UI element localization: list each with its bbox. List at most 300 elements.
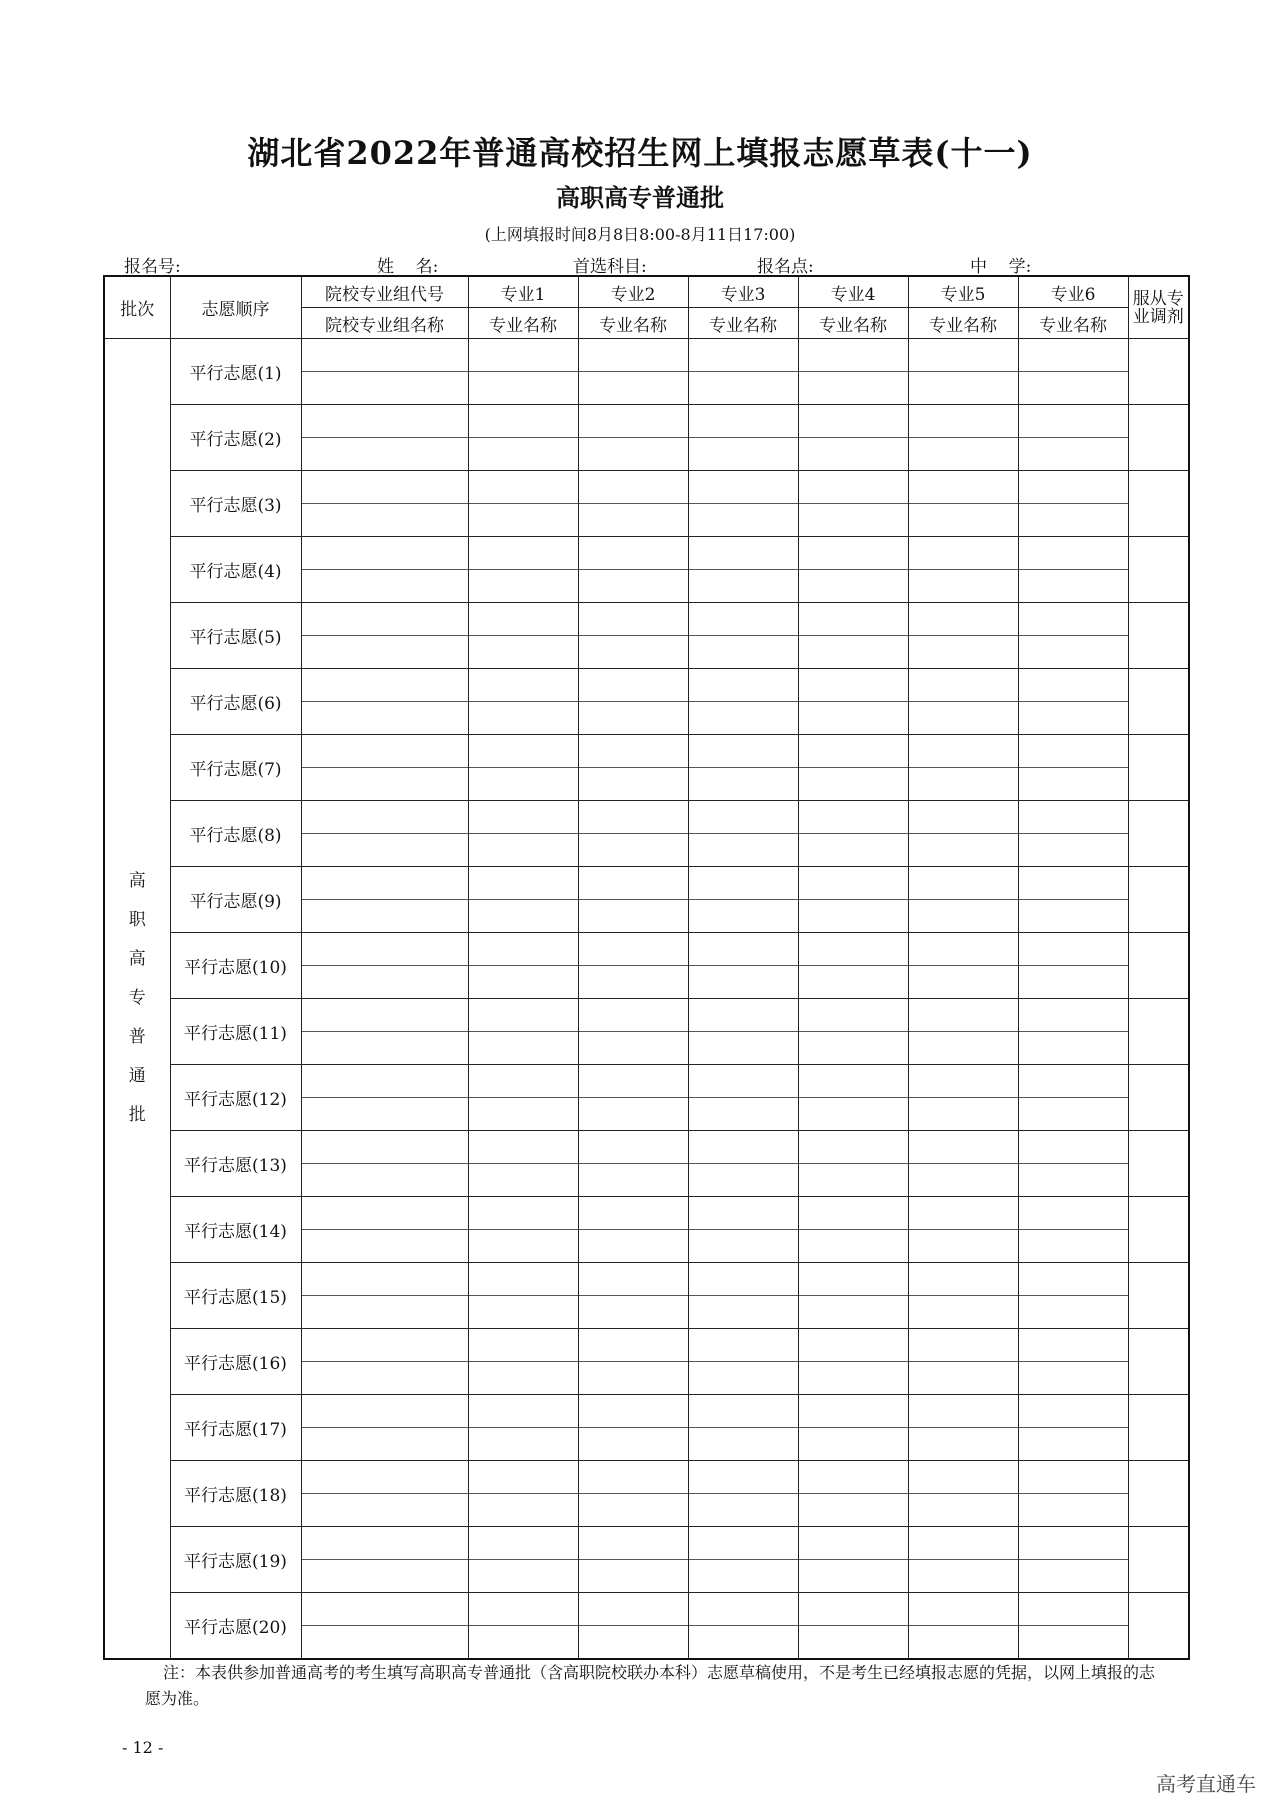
adjust-checkbox-cell[interactable]	[1128, 1329, 1189, 1395]
major-entry-cell[interactable]	[468, 471, 578, 537]
header-major-2: 专业2	[578, 276, 688, 308]
batch-name-char: 专	[128, 988, 146, 1008]
adjust-checkbox-cell[interactable]	[1128, 867, 1189, 933]
major-entry-cell[interactable]	[1018, 537, 1128, 603]
entry-divider	[469, 471, 578, 536]
entry-divider	[579, 1593, 688, 1658]
entry-divider	[689, 1395, 798, 1460]
table-row	[104, 471, 1189, 537]
entry-divider	[909, 735, 1018, 800]
header-major-5: 专业5	[908, 276, 1018, 308]
page-number: - 12 -	[122, 1738, 164, 1757]
table-row	[104, 1329, 1189, 1395]
entry-divider	[302, 1263, 468, 1328]
entry-divider	[689, 1131, 798, 1196]
major-entry-cell[interactable]	[468, 999, 578, 1065]
major-entry-cell[interactable]	[468, 1197, 578, 1263]
major-entry-cell[interactable]	[908, 1395, 1018, 1461]
major-entry-cell[interactable]	[1018, 603, 1128, 669]
major-entry-cell[interactable]	[1018, 867, 1128, 933]
batch-name-char: 批	[128, 1105, 146, 1125]
entry-divider	[579, 339, 688, 404]
major-entry-cell[interactable]	[578, 471, 688, 537]
group-entry-cell[interactable]	[301, 801, 468, 867]
entry-divider	[909, 1461, 1018, 1526]
major-entry-cell[interactable]	[578, 1263, 688, 1329]
entry-divider	[1019, 1593, 1128, 1658]
batch-subtitle: 高职高专普通批	[556, 183, 724, 212]
adjust-checkbox-cell[interactable]	[1128, 735, 1189, 801]
entry-divider	[1019, 537, 1128, 602]
major-entry-cell[interactable]	[578, 537, 688, 603]
entry-divider	[799, 603, 908, 668]
sequence-label: 平行志愿(2)	[170, 405, 301, 471]
entry-divider	[689, 1065, 798, 1130]
entry-divider	[909, 603, 1018, 668]
major-entry-cell[interactable]	[468, 933, 578, 999]
entry-divider	[799, 1263, 908, 1328]
major-entry-cell[interactable]	[798, 603, 908, 669]
adjust-checkbox-cell[interactable]	[1128, 1131, 1189, 1197]
major-entry-cell[interactable]	[798, 1263, 908, 1329]
header-major-3: 专业3	[688, 276, 798, 308]
adjust-checkbox-cell[interactable]	[1128, 801, 1189, 867]
footnote: 注：本表供参加普通高考的考生填写高职高专普通批（含高职院校联办本科）志愿草稿使用，不是考生已经填报志愿的凭据，以网上填报的志愿为准。	[145, 1663, 1156, 1708]
entry-divider	[579, 603, 688, 668]
group-entry-cell[interactable]	[301, 669, 468, 735]
major-entry-cell[interactable]	[908, 405, 1018, 471]
entry-divider	[909, 669, 1018, 734]
adjust-checkbox-cell[interactable]	[1128, 537, 1189, 603]
entry-divider	[579, 1197, 688, 1262]
sequence-label: 平行志愿(14)	[170, 1197, 301, 1263]
entry-divider	[689, 537, 798, 602]
major-entry-cell[interactable]	[798, 1593, 908, 1660]
entry-divider	[909, 1593, 1018, 1658]
entry-divider	[799, 1065, 908, 1130]
adjust-checkbox-cell[interactable]	[1128, 603, 1189, 669]
entry-divider	[469, 933, 578, 998]
major-entry-cell[interactable]	[578, 1197, 688, 1263]
major-entry-cell[interactable]	[798, 735, 908, 801]
entry-divider	[1019, 471, 1128, 536]
table-row	[104, 1527, 1189, 1593]
adjust-checkbox-cell[interactable]	[1128, 933, 1189, 999]
entry-divider	[1019, 1263, 1128, 1328]
table-row	[104, 1461, 1189, 1527]
sequence-label: 平行志愿(12)	[170, 1065, 301, 1131]
adjust-checkbox-cell[interactable]	[1128, 471, 1189, 537]
entry-divider	[579, 1263, 688, 1328]
major-entry-cell[interactable]	[468, 669, 578, 735]
major-entry-cell[interactable]	[578, 1329, 688, 1395]
table-row	[104, 1593, 1189, 1660]
sequence-label: 平行志愿(6)	[170, 669, 301, 735]
adjust-checkbox-cell[interactable]	[1128, 1461, 1189, 1527]
adjust-checkbox-cell[interactable]	[1128, 405, 1189, 471]
major-entry-cell[interactable]	[908, 471, 1018, 537]
major-entry-cell[interactable]	[908, 1329, 1018, 1395]
major-entry-cell[interactable]	[798, 1197, 908, 1263]
major-entry-cell[interactable]	[908, 603, 1018, 669]
entry-divider	[579, 405, 688, 470]
entry-divider	[799, 1461, 908, 1526]
group-entry-cell[interactable]	[301, 1395, 468, 1461]
entry-divider	[799, 933, 908, 998]
adjust-checkbox-cell[interactable]	[1128, 1263, 1189, 1329]
major-entry-cell[interactable]	[688, 867, 798, 933]
major-entry-cell[interactable]	[468, 1593, 578, 1660]
major-entry-cell[interactable]	[1018, 405, 1128, 471]
table-row	[104, 801, 1189, 867]
major-entry-cell[interactable]	[798, 1395, 908, 1461]
group-entry-cell[interactable]	[301, 999, 468, 1065]
entry-divider	[579, 1065, 688, 1130]
adjust-checkbox-cell[interactable]	[1128, 669, 1189, 735]
major-entry-cell[interactable]	[908, 537, 1018, 603]
major-entry-cell[interactable]	[688, 999, 798, 1065]
batch-name-char: 普	[128, 1027, 146, 1047]
entry-divider	[1019, 933, 1128, 998]
entry-divider	[799, 537, 908, 602]
major-entry-cell[interactable]	[908, 1527, 1018, 1593]
table-row	[104, 537, 1189, 603]
header-major-name: 专业名称	[798, 308, 908, 339]
entry-divider	[1019, 405, 1128, 470]
major-entry-cell[interactable]	[1018, 1395, 1128, 1461]
watermark: 高考直通车	[1156, 1772, 1256, 1796]
entry-divider	[469, 537, 578, 602]
sequence-label: 平行志愿(7)	[170, 735, 301, 801]
major-entry-cell[interactable]	[688, 1329, 798, 1395]
group-entry-cell[interactable]	[301, 1593, 468, 1660]
entry-divider	[302, 1065, 468, 1130]
major-entry-cell[interactable]	[1018, 1131, 1128, 1197]
batch-name-char: 高	[128, 871, 146, 891]
major-entry-cell[interactable]	[688, 1461, 798, 1527]
major-entry-cell[interactable]	[578, 1065, 688, 1131]
entry-divider	[302, 537, 468, 602]
entry-divider	[469, 801, 578, 866]
major-entry-cell[interactable]	[578, 1131, 688, 1197]
entry-divider	[469, 1593, 578, 1658]
major-entry-cell[interactable]	[798, 537, 908, 603]
entry-divider	[689, 1329, 798, 1394]
adjust-checkbox-cell[interactable]	[1128, 1593, 1189, 1660]
entry-divider	[799, 405, 908, 470]
major-entry-cell[interactable]	[688, 1527, 798, 1593]
entry-divider	[799, 1395, 908, 1460]
entry-divider	[579, 471, 688, 536]
major-entry-cell[interactable]	[578, 735, 688, 801]
major-entry-cell[interactable]	[908, 1263, 1018, 1329]
header-major-1: 专业1	[468, 276, 578, 308]
sequence-label: 平行志愿(16)	[170, 1329, 301, 1395]
entry-divider	[1019, 1065, 1128, 1130]
major-entry-cell[interactable]	[578, 933, 688, 999]
major-entry-cell[interactable]	[468, 603, 578, 669]
major-entry-cell[interactable]	[908, 933, 1018, 999]
table-row	[104, 999, 1189, 1065]
major-entry-cell[interactable]	[798, 1461, 908, 1527]
group-entry-cell[interactable]	[301, 537, 468, 603]
major-entry-cell[interactable]	[798, 1527, 908, 1593]
group-entry-cell[interactable]	[301, 1197, 468, 1263]
entry-divider	[579, 801, 688, 866]
entry-divider	[469, 1461, 578, 1526]
batch-name-char: 高	[128, 949, 146, 969]
entry-divider	[302, 801, 468, 866]
major-entry-cell[interactable]	[688, 339, 798, 405]
major-entry-cell[interactable]	[1018, 1263, 1128, 1329]
major-entry-cell[interactable]	[578, 603, 688, 669]
major-entry-cell[interactable]	[468, 1263, 578, 1329]
entry-divider	[302, 1131, 468, 1196]
major-entry-cell[interactable]	[1018, 999, 1128, 1065]
entry-divider	[579, 1461, 688, 1526]
entry-divider	[1019, 735, 1128, 800]
major-entry-cell[interactable]	[688, 1065, 798, 1131]
school-label: 中 学:	[970, 257, 1032, 277]
adjust-checkbox-cell[interactable]	[1128, 1197, 1189, 1263]
sequence-label: 平行志愿(4)	[170, 537, 301, 603]
major-entry-cell[interactable]	[908, 669, 1018, 735]
entry-divider	[799, 1131, 908, 1196]
adjust-checkbox-cell[interactable]	[1128, 1527, 1189, 1593]
group-entry-cell[interactable]	[301, 1131, 468, 1197]
entry-divider	[689, 339, 798, 404]
major-entry-cell[interactable]	[688, 933, 798, 999]
entry-divider	[689, 735, 798, 800]
header-major-name: 专业名称	[688, 308, 798, 339]
group-entry-cell[interactable]	[301, 867, 468, 933]
major-entry-cell[interactable]	[688, 801, 798, 867]
major-entry-cell[interactable]	[468, 1527, 578, 1593]
sequence-label: 平行志愿(15)	[170, 1263, 301, 1329]
major-entry-cell[interactable]	[468, 867, 578, 933]
major-entry-cell[interactable]	[908, 1131, 1018, 1197]
entry-divider	[469, 1065, 578, 1130]
entry-divider	[469, 735, 578, 800]
major-entry-cell[interactable]	[798, 339, 908, 405]
entry-divider	[799, 801, 908, 866]
entry-divider	[302, 735, 468, 800]
major-entry-cell[interactable]	[578, 867, 688, 933]
major-entry-cell[interactable]	[468, 1395, 578, 1461]
group-entry-cell[interactable]	[301, 603, 468, 669]
entry-divider	[799, 867, 908, 932]
major-entry-cell[interactable]	[578, 999, 688, 1065]
major-entry-cell[interactable]	[688, 735, 798, 801]
major-entry-cell[interactable]	[578, 405, 688, 471]
sequence-label: 平行志愿(9)	[170, 867, 301, 933]
major-entry-cell[interactable]	[908, 1461, 1018, 1527]
major-entry-cell[interactable]	[908, 867, 1018, 933]
entry-divider	[909, 1329, 1018, 1394]
entry-divider	[689, 933, 798, 998]
entry-divider	[302, 999, 468, 1064]
major-entry-cell[interactable]	[578, 801, 688, 867]
major-entry-cell[interactable]	[578, 1593, 688, 1660]
sequence-label: 平行志愿(11)	[170, 999, 301, 1065]
entry-divider	[302, 1329, 468, 1394]
group-entry-cell[interactable]	[301, 933, 468, 999]
entry-divider	[1019, 1197, 1128, 1262]
major-entry-cell[interactable]	[688, 1131, 798, 1197]
sequence-label: 平行志愿(13)	[170, 1131, 301, 1197]
major-entry-cell[interactable]	[468, 1065, 578, 1131]
major-entry-cell[interactable]	[688, 1197, 798, 1263]
entry-divider	[689, 471, 798, 536]
major-entry-cell[interactable]	[908, 339, 1018, 405]
entry-divider	[689, 1461, 798, 1526]
major-entry-cell[interactable]	[688, 1395, 798, 1461]
major-entry-cell[interactable]	[798, 933, 908, 999]
major-entry-cell[interactable]	[798, 405, 908, 471]
major-entry-cell[interactable]	[1018, 1527, 1128, 1593]
major-entry-cell[interactable]	[798, 801, 908, 867]
sequence-label: 平行志愿(1)	[170, 339, 301, 405]
major-entry-cell[interactable]	[1018, 933, 1128, 999]
major-entry-cell[interactable]	[468, 537, 578, 603]
major-entry-cell[interactable]	[1018, 471, 1128, 537]
sequence-label: 平行志愿(19)	[170, 1527, 301, 1593]
group-entry-cell[interactable]	[301, 405, 468, 471]
entry-divider	[799, 1593, 908, 1658]
major-entry-cell[interactable]	[908, 1593, 1018, 1660]
group-entry-cell[interactable]	[301, 735, 468, 801]
entry-divider	[909, 999, 1018, 1064]
group-entry-cell[interactable]	[301, 1461, 468, 1527]
volunteer-table	[103, 275, 1190, 1660]
major-entry-cell[interactable]	[798, 1329, 908, 1395]
major-entry-cell[interactable]	[798, 867, 908, 933]
major-entry-cell[interactable]	[1018, 1461, 1128, 1527]
entry-divider	[909, 471, 1018, 536]
sequence-label: 平行志愿(17)	[170, 1395, 301, 1461]
major-entry-cell[interactable]	[688, 471, 798, 537]
major-entry-cell[interactable]	[688, 537, 798, 603]
entry-divider	[579, 537, 688, 602]
entry-divider	[302, 669, 468, 734]
major-entry-cell[interactable]	[908, 1197, 1018, 1263]
entry-divider	[302, 1461, 468, 1526]
sequence-label: 平行志愿(18)	[170, 1461, 301, 1527]
major-entry-cell[interactable]	[1018, 1593, 1128, 1660]
major-entry-cell[interactable]	[578, 669, 688, 735]
major-entry-cell[interactable]	[468, 801, 578, 867]
entry-divider	[302, 1527, 468, 1592]
major-entry-cell[interactable]	[688, 1593, 798, 1660]
group-entry-cell[interactable]	[301, 1065, 468, 1131]
entry-divider	[579, 735, 688, 800]
entry-divider	[579, 669, 688, 734]
major-entry-cell[interactable]	[1018, 801, 1128, 867]
major-entry-cell[interactable]	[578, 1527, 688, 1593]
major-entry-cell[interactable]	[1018, 339, 1128, 405]
major-entry-cell[interactable]	[1018, 1065, 1128, 1131]
sequence-label: 平行志愿(8)	[170, 801, 301, 867]
major-entry-cell[interactable]	[578, 1395, 688, 1461]
header-major-name: 专业名称	[908, 308, 1018, 339]
major-entry-cell[interactable]	[1018, 669, 1128, 735]
entry-divider	[909, 1263, 1018, 1328]
major-entry-cell[interactable]	[468, 1131, 578, 1197]
major-entry-cell[interactable]	[688, 669, 798, 735]
entry-divider	[302, 867, 468, 932]
entry-divider	[302, 933, 468, 998]
entry-divider	[689, 603, 798, 668]
adjust-checkbox-cell[interactable]	[1128, 1395, 1189, 1461]
header-major-6: 专业6	[1018, 276, 1128, 308]
major-entry-cell[interactable]	[688, 603, 798, 669]
table-row	[104, 405, 1189, 471]
major-entry-cell[interactable]	[908, 735, 1018, 801]
major-entry-cell[interactable]	[1018, 1197, 1128, 1263]
header-sequence: 志愿顺序	[170, 276, 301, 339]
major-entry-cell[interactable]	[908, 999, 1018, 1065]
major-entry-cell[interactable]	[468, 405, 578, 471]
entry-divider	[909, 405, 1018, 470]
major-entry-cell[interactable]	[798, 471, 908, 537]
entry-divider	[579, 999, 688, 1064]
adjust-checkbox-cell[interactable]	[1128, 999, 1189, 1065]
table-row	[104, 339, 1189, 405]
site-label: 报名点:	[757, 257, 814, 277]
major-entry-cell[interactable]	[468, 735, 578, 801]
major-entry-cell[interactable]	[468, 1461, 578, 1527]
major-entry-cell[interactable]	[1018, 1329, 1128, 1395]
major-entry-cell[interactable]	[798, 1065, 908, 1131]
name-label: 姓 名:	[377, 257, 439, 277]
major-entry-cell[interactable]	[578, 1461, 688, 1527]
reg-no-label: 报名号:	[124, 257, 181, 277]
major-entry-cell[interactable]	[688, 1263, 798, 1329]
entry-divider	[799, 339, 908, 404]
major-entry-cell[interactable]	[688, 405, 798, 471]
major-entry-cell[interactable]	[1018, 735, 1128, 801]
major-entry-cell[interactable]	[908, 801, 1018, 867]
major-entry-cell[interactable]	[798, 999, 908, 1065]
major-entry-cell[interactable]	[908, 1065, 1018, 1131]
table-row	[104, 669, 1189, 735]
entry-divider	[799, 1329, 908, 1394]
major-entry-cell[interactable]	[468, 1329, 578, 1395]
entry-divider	[469, 1329, 578, 1394]
entry-divider	[302, 603, 468, 668]
major-entry-cell[interactable]	[798, 669, 908, 735]
group-entry-cell[interactable]	[301, 1329, 468, 1395]
adjust-checkbox-cell[interactable]	[1128, 339, 1189, 405]
major-entry-cell[interactable]	[578, 339, 688, 405]
header-major-name: 专业名称	[468, 308, 578, 339]
group-entry-cell[interactable]	[301, 1263, 468, 1329]
major-entry-cell[interactable]	[468, 339, 578, 405]
group-entry-cell[interactable]	[301, 1527, 468, 1593]
entry-divider	[469, 339, 578, 404]
subject-label: 首选科目:	[573, 257, 647, 277]
group-entry-cell[interactable]	[301, 471, 468, 537]
entry-divider	[579, 1329, 688, 1394]
entry-divider	[579, 1131, 688, 1196]
group-entry-cell[interactable]	[301, 339, 468, 405]
major-entry-cell[interactable]	[798, 1131, 908, 1197]
entry-divider	[909, 1131, 1018, 1196]
entry-divider	[302, 339, 468, 404]
adjust-checkbox-cell[interactable]	[1128, 1065, 1189, 1131]
entry-divider	[689, 1197, 798, 1262]
entry-divider	[1019, 1131, 1128, 1196]
